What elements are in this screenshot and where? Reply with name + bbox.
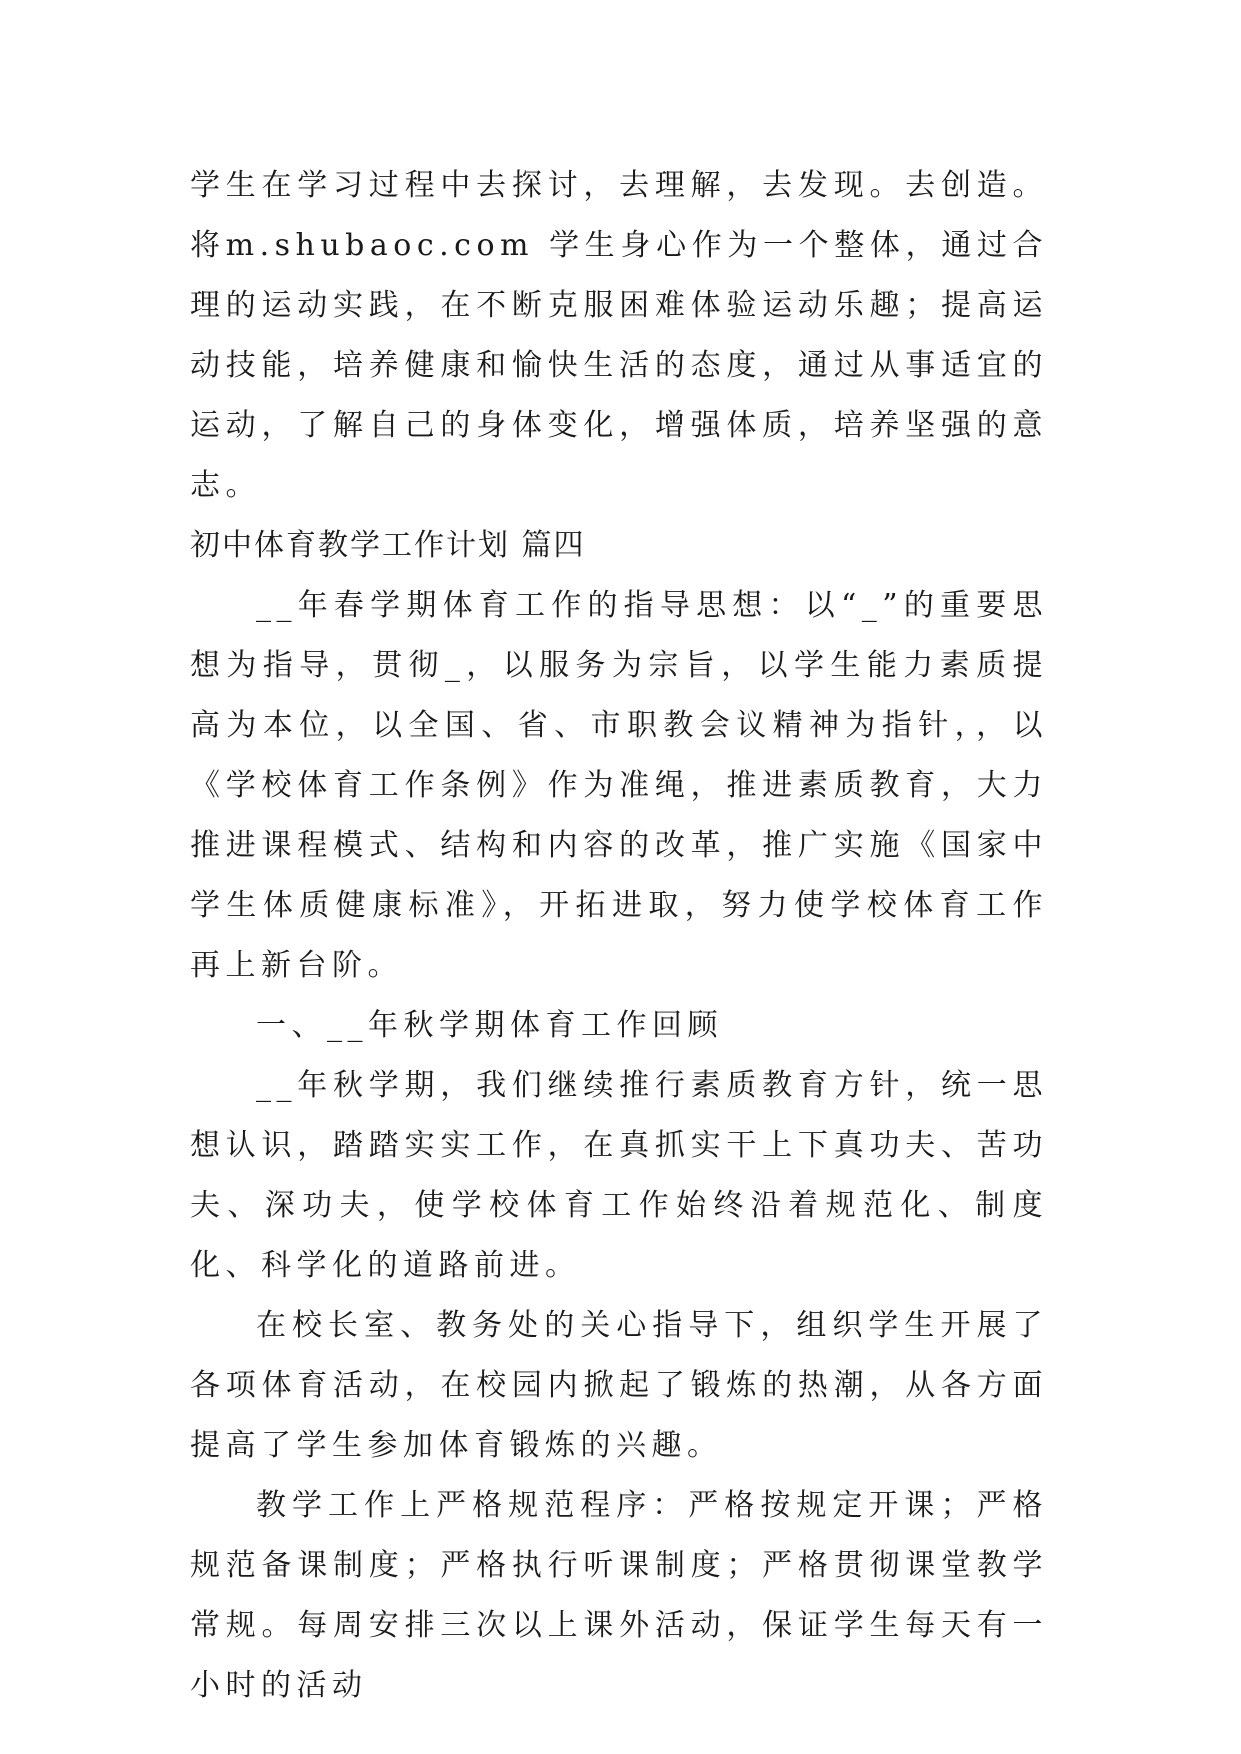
document-body: [190, 156, 1048, 1716]
paragraph-guiding-idea: __年春学期体育工作的指导思想：以“_”的重要思想为指导，贯彻_，以服务为宗旨，以学生能力素质提高为本位，以全国、省、市职教会议精神为指针，，以《学校体育工作条例》作为准绳，推进素质教育，大力推进课程模式、结构和内容的改革，推广实施《国家中学生体质健康标准》，开拓进取，努力使学校体育工作再上新台阶。: [190, 588, 1048, 983]
paragraph-subheading-review: 一、__年秋学期体育工作回顾: [256, 1008, 723, 1043]
paragraph-teaching-work: 教学工作上严格规范程序：严格按规定开课；严格规范备课制度；严格执行听课制度；严格贯彻课堂教学常规。每周安排三次以上课外活动，保证学生每天有一小时的活动: [190, 1488, 1048, 1703]
section-heading: 初中体育教学工作计划 篇四: [190, 528, 586, 563]
paragraph-autumn-review: __年秋学期，我们继续推行素质教育方针，统一思想认识，踏踏实实工作，在真抓实干上下真功夫、苦功夫、深功夫，使学校体育工作始终沿着规范化、制度化、科学化的道路前进。: [190, 1068, 1048, 1283]
paragraph-activities: 在校长室、教务处的关心指导下，组织学生开展了各项体育活动，在校园内掀起了锻炼的热潮，从各方面提高了学生参加体育锻炼的兴趣。: [190, 1308, 1048, 1463]
paragraph-intro-continuation: 学生在学习过程中去探讨，去理解，去发现。去创造。将m.shubaoc.com 学生身心作为一个整体，通过合理的运动实践，在不断克服困难体验运动乐趣；提高运动技能，培养健康和愉快生活的态度，通过从事适宜的运动，了解自己的身体变化，增强体质，培养坚强的意志。: [190, 168, 1048, 503]
